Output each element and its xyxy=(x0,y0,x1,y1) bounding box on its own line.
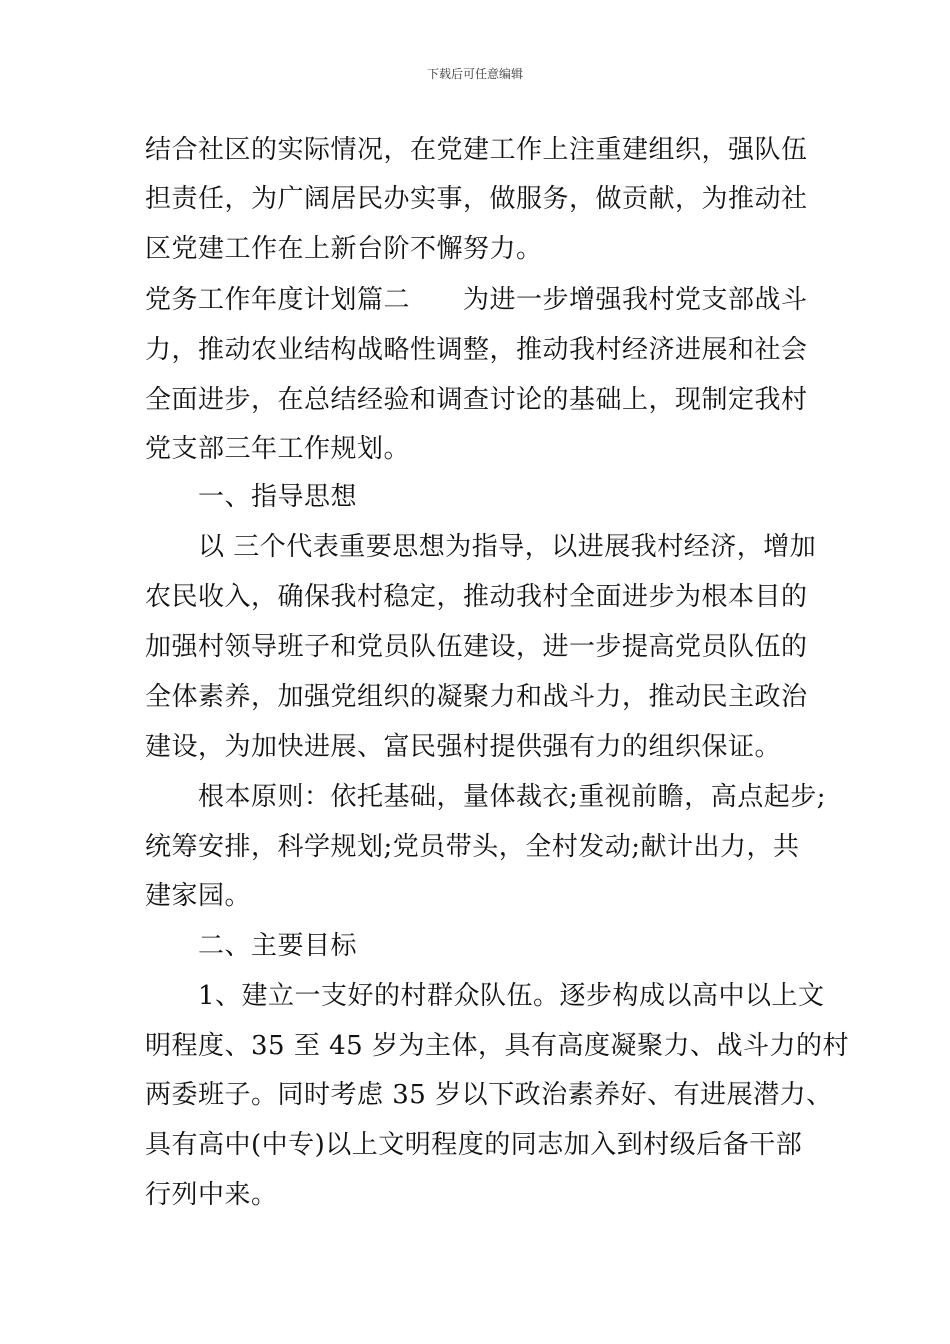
page-header: 下载后可任意编辑 xyxy=(426,67,523,81)
section-heading: 一、指导思想 xyxy=(145,482,358,512)
body-line: 两委班子。同时考虑 35 岁以下政治素养好、有进展潜力、 xyxy=(145,1080,833,1110)
body-line: 行列中来。 xyxy=(145,1180,278,1210)
body-line: 建设，为加快进展、富民强村提供强有力的组织保证。 xyxy=(145,732,782,762)
body-line: 根本原则：依托基础，量体裁衣;重视前瞻，高点起步; xyxy=(145,782,827,812)
body-line: 农民收入，确保我村稳定，推动我村全面进步为根本目的 xyxy=(145,582,808,612)
body-line: 明程度、35 至 45 岁为主体，具有高度凝聚力、战斗力的村 xyxy=(145,1031,849,1061)
body-line: 加强村领导班子和党员队伍建设，进一步提高党员队伍的 xyxy=(145,632,808,662)
body-line: 区党建工作在上新台阶不懈努力。 xyxy=(145,234,543,264)
body-line: 力，推动农业结构战略性调整，推动我村经济进展和社会 xyxy=(145,335,808,365)
body-line: 党务工作年度计划篇二 为进一步增强我村党支部战斗 xyxy=(145,285,808,315)
body-line: 1、建立一支好的村群众队伍。逐步构成以高中以上文 xyxy=(145,981,825,1011)
body-line: 建家园。 xyxy=(145,881,252,911)
body-line: 党支部三年工作规划。 xyxy=(145,434,411,464)
body-line: 统筹安排，科学规划;党员带头，全村发动;献计出力，共 xyxy=(145,832,800,862)
section-heading: 二、主要目标 xyxy=(145,931,358,961)
body-line: 全体素养，加强党组织的凝聚力和战斗力，推动民主政治 xyxy=(145,682,808,712)
body-line: 全面进步，在总结经验和调查讨论的基础上，现制定我村 xyxy=(145,385,808,415)
body-line: 以 三个代表重要思想为指导，以进展我村经济，增加 xyxy=(145,532,817,562)
body-line: 具有高中(中专)以上文明程度的同志加入到村级后备干部 xyxy=(145,1130,803,1160)
body-line: 结合社区的实际情况，在党建工作上注重建组织，强队伍 xyxy=(145,135,808,165)
body-line: 担责任，为广阔居民办实事，做服务，做贡献，为推动社 xyxy=(145,184,808,214)
